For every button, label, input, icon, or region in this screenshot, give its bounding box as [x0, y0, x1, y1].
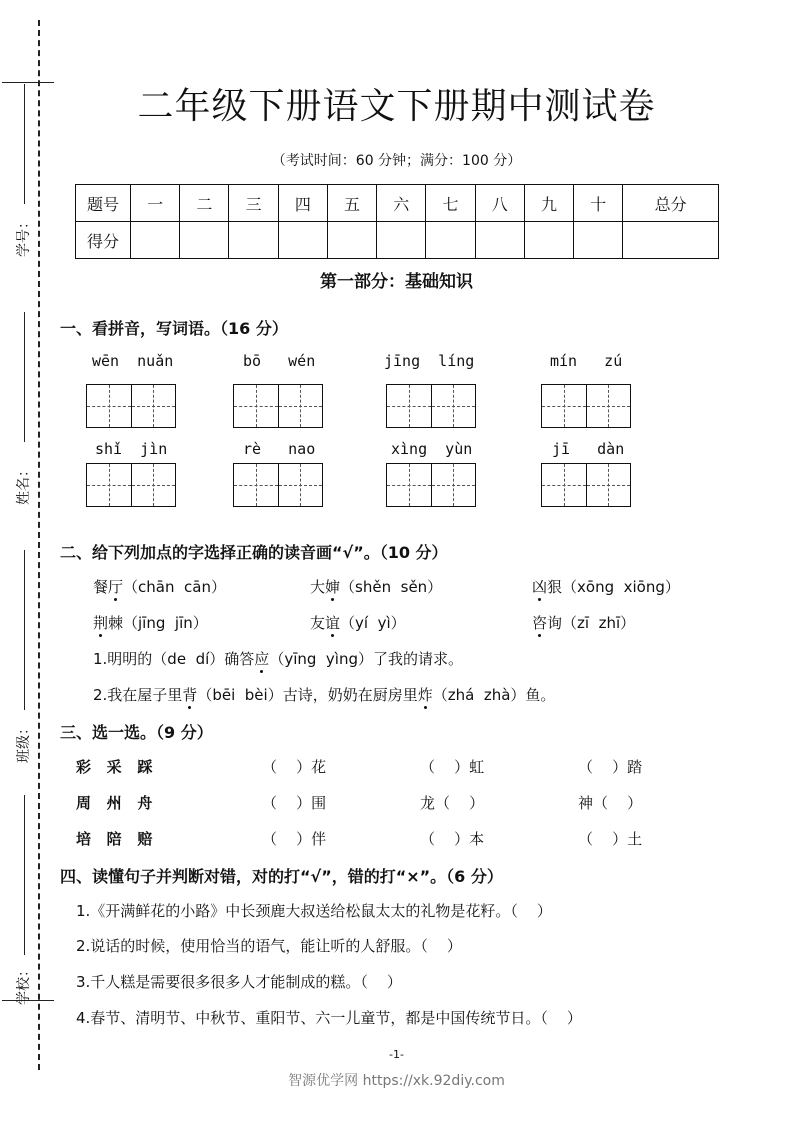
- pinyin-label: xìng yùn: [391, 440, 473, 458]
- writing-grid[interactable]: [86, 463, 176, 507]
- score-input-cell[interactable]: [131, 222, 180, 259]
- part-one-title: 第一部分：基础知识: [320, 272, 473, 292]
- writing-grid[interactable]: [541, 384, 631, 428]
- reading-choice: 凶狠（xōng xiōng）: [532, 578, 680, 596]
- fill-blank: （ ）围: [262, 794, 327, 812]
- pinyin-label: rè nao: [243, 440, 316, 458]
- fill-blank: （ ）花: [262, 758, 327, 776]
- score-header-cell: 六: [377, 185, 426, 222]
- dotted-char: 谊: [325, 614, 341, 632]
- dotted-char: 咨: [532, 614, 548, 632]
- score-header-cell: 题号: [76, 185, 131, 222]
- score-input-cell[interactable]: [229, 222, 278, 259]
- pinyin-label: bō wén: [243, 352, 316, 370]
- reading-sentence: 2.我在屋子里背（bēi bèi）古诗，奶奶在厨房里炸（zhá zhà）鱼。: [93, 686, 556, 704]
- score-input-cell[interactable]: [623, 222, 719, 259]
- writing-grid[interactable]: [386, 463, 476, 507]
- name-label: 姓名：: [16, 463, 32, 505]
- score-input-cell[interactable]: [377, 222, 426, 259]
- pinyin-label: mín zú: [550, 352, 623, 370]
- dotted-char: 婶: [325, 578, 341, 596]
- dotted-char: 荆: [93, 614, 109, 632]
- q1-heading: 一、看拼音，写词语。（16 分）: [60, 319, 288, 338]
- fill-blank: （ ）土: [578, 830, 643, 848]
- reading-choice: 餐厅（chān cān）: [93, 578, 226, 596]
- pinyin-label: jīng líng: [384, 352, 475, 370]
- score-input-cell[interactable]: [475, 222, 524, 259]
- score-header-cell: 二: [180, 185, 229, 222]
- dotted-char: 凶: [532, 578, 548, 596]
- pinyin-label: shǐ jìn: [95, 440, 168, 458]
- fill-blank: （ ）踏: [578, 758, 643, 776]
- fill-blank: 神（ ）: [578, 794, 643, 812]
- fill-blank: （ ）伴: [262, 830, 327, 848]
- exam-info: （考试时间：60 分钟；满分：100 分）: [271, 153, 522, 169]
- dotted-char: 背: [182, 686, 198, 704]
- watermark-text: 智源优学网 https://xk.92diy.com: [288, 1073, 505, 1089]
- score-input-cell[interactable]: [426, 222, 475, 259]
- fill-blank: （ ）虹: [420, 758, 485, 776]
- margin-line: [24, 795, 25, 955]
- reading-choice: 荆棘（jīng jīn）: [93, 614, 208, 632]
- score-header-cell: 总分: [623, 185, 719, 222]
- score-input-cell[interactable]: [180, 222, 229, 259]
- margin-line: [24, 550, 25, 710]
- score-header-cell: 五: [327, 185, 376, 222]
- reading-choice: 友谊（yí yì）: [310, 614, 406, 632]
- dotted-char: 厅: [108, 578, 124, 596]
- score-input-cell[interactable]: [327, 222, 376, 259]
- margin-tick: [2, 1000, 54, 1001]
- score-header-cell: 十: [574, 185, 623, 222]
- fill-blank: （ ）本: [420, 830, 485, 848]
- dotted-char: 炸: [417, 686, 433, 704]
- score-input-cell[interactable]: [278, 222, 327, 259]
- margin-line: [24, 312, 25, 442]
- page-number: -1-: [389, 1048, 404, 1061]
- judge-item: 3.千人糕是需要很多很多人才能制成的糕。（ ）: [76, 973, 402, 991]
- score-value-row: [76, 222, 719, 259]
- char-group: 培 陪 赔: [76, 830, 153, 848]
- writing-grid[interactable]: [386, 384, 476, 428]
- writing-grid[interactable]: [233, 384, 323, 428]
- writing-grid[interactable]: [541, 463, 631, 507]
- score-header-cell: 四: [278, 185, 327, 222]
- score-table: [75, 184, 719, 259]
- judge-item: 4.春节、清明节、中秋节、重阳节、六一儿童节，都是中国传统节日。（ ）: [76, 1009, 582, 1027]
- score-row-label: 得分: [76, 222, 131, 259]
- page-title: 二年级下册语文下册期中测试卷: [137, 86, 656, 127]
- writing-grid[interactable]: [233, 463, 323, 507]
- char-group: 周 州 舟: [76, 794, 153, 812]
- q2-heading: 二、给下列加点的字选择正确的读音画“√”。（10 分）: [60, 543, 448, 562]
- score-header-cell: 九: [524, 185, 573, 222]
- score-header-cell: 七: [426, 185, 475, 222]
- score-header-row: [76, 185, 719, 222]
- score-input-cell[interactable]: [524, 222, 573, 259]
- binding-dashed-line: [38, 20, 40, 1070]
- char-group: 彩 采 踩: [76, 758, 153, 776]
- fill-blank: 龙（ ）: [420, 794, 485, 812]
- score-input-cell[interactable]: [574, 222, 623, 259]
- judge-item: 1.《开满鲜花的小路》中长颈鹿大叔送给松鼠太太的礼物是花籽。（ ）: [76, 902, 552, 920]
- reading-sentence: 1.明明的（de dí）确答应（yīng yìng）了我的请求。: [93, 650, 463, 668]
- judge-item: 2.说话的时候，使用恰当的语气，能让听的人舒服。（ ）: [76, 937, 462, 955]
- reading-choice: 大婶（shěn sěn）: [310, 578, 443, 596]
- score-header-cell: 三: [229, 185, 278, 222]
- q3-heading: 三、选一选。（9 分）: [60, 723, 213, 742]
- school-label: 学校：: [16, 963, 32, 1005]
- pinyin-label: jī dàn: [552, 440, 625, 458]
- score-header-cell: 八: [475, 185, 524, 222]
- reading-choice: 咨询（zī zhī）: [532, 614, 636, 632]
- class-label: 班级：: [16, 721, 32, 763]
- score-header-cell: 一: [131, 185, 180, 222]
- dotted-char: 应: [254, 650, 270, 668]
- pinyin-label: wēn nuǎn: [92, 352, 174, 370]
- writing-grid[interactable]: [86, 384, 176, 428]
- student-id-label: 学号：: [16, 215, 32, 257]
- q4-heading: 四、读懂句子并判断对错，对的打“√”，错的打“×”。（6 分）: [60, 867, 503, 886]
